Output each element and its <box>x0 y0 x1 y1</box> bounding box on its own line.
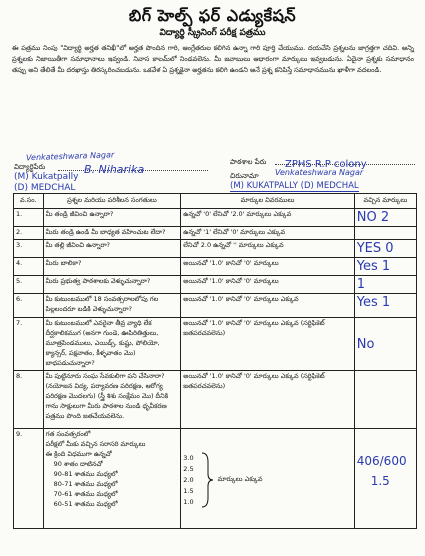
page-title: బిగ్ హెల్ప్ ఫర్ ఎడ్యుకేషన్ <box>128 6 297 25</box>
row-marks: అయినచో '1.0' కానిచో '0' మార్కులు ఎక్కువ (సర్టిఫికెట్ జతపరచవలెను) <box>181 318 354 371</box>
header-marks-obtained: వచ్చిన మార్కులు <box>354 194 416 209</box>
page-subtitle: విద్యార్థి స్క్రీనింగ్ పరీక్ష పత్రము <box>159 28 266 38</box>
table-row <box>14 294 417 318</box>
student-name-value: B. Niharika <box>84 163 145 176</box>
table-header-row <box>14 194 417 209</box>
header-serial: వ.సం. <box>14 194 44 209</box>
row-obtained[interactable] <box>354 429 416 529</box>
row-number: 1. <box>14 209 44 227</box>
header-questions: ప్రశ్నల మరియు పరిశీలన సంగతులు <box>43 194 181 209</box>
scale-value: 1.0 <box>183 497 194 506</box>
row-obtained[interactable] <box>354 371 416 429</box>
scale-value: 2.0 <box>183 475 194 484</box>
instructions-paragraph: ఈ పత్రము నింపు "విద్యార్థి అర్హత తనిఖీ"లో అర్హత పొందిన గారి, ఆంగ్లేతరుల కలిగిన ఉన్నా గారి పూర్తి చేయుము. దయచేసి ప్రశ్నలను జాగ్రత్తగా చదివి. అన్ని ప్రశ్నలకు నిజాయితీగా సమాధానాలు ఇవ్వండి. నివాస కాలమ్‌లో నిండవలెను. మీ జవాబులు ఆధారంగా మార్కులు ఇవ్వబడును. ఏదైనా ప్రశ్నకు సమాధానం తప్పు అని తేలితే మీ దరఖాస్తు తిరస్కరించబడును. ఒకవేళ ఏ ప్రశ్నకైనా అర్హతను కలిగి ఉండని అనే ప్రశ్న కనిపిస్తే సమాధానమును ఖాళీగా వదలండి. <box>12 44 414 75</box>
scale-value: 1.5 <box>183 486 194 495</box>
row-marks: అయినచో '1.0' కానిచో '0' మార్కులు <box>181 258 354 276</box>
brace-icon <box>200 452 214 508</box>
row-number: 5. <box>14 276 44 294</box>
row-number: 9. <box>14 429 44 529</box>
scale-value: 3.0 <box>183 453 194 462</box>
row-question <box>43 429 181 529</box>
row-question: మీ తండ్రి జీవించి ఉన్నారా? <box>43 209 181 227</box>
table-row <box>14 209 417 227</box>
q9-line: 90-81 శాతము మధ్యలో <box>53 470 118 478</box>
address-label: చిరునామా <box>230 172 259 180</box>
row-marks: ఉన్నచో '0' లేనిచో '2.0' మార్కులు ఎక్కువ <box>181 209 354 227</box>
row-obtained[interactable]: No <box>354 318 416 371</box>
row-obtained[interactable] <box>354 227 416 240</box>
scale-value: 2.5 <box>183 464 194 473</box>
address-right-line-2: (M) KUKATPALLY (D) MEDCHAL <box>230 181 359 191</box>
row-number: 4. <box>14 258 44 276</box>
row-obtained[interactable]: Yes 1 <box>354 294 416 318</box>
school-name-value: ZPHS R.P colony <box>285 159 367 170</box>
address-left-line-2: (M) Kukatpally <box>14 172 79 182</box>
table-row <box>14 318 417 371</box>
table-row <box>14 227 417 240</box>
table-row <box>14 276 417 294</box>
table-row <box>14 429 417 529</box>
school-name-label: పాఠశాల పేరు <box>230 158 267 166</box>
row-marks: అయినచో '1.0' కానిచో '0' మార్కులు <box>181 276 354 294</box>
q9-line: ఈ క్రింది విధముగా ఉన్నచో <box>45 450 112 458</box>
row-number: 8. <box>14 371 44 429</box>
row-marks: లేనిచో 2.0 ఉన్నచో '' మార్కులు ఎక్కువ <box>181 240 354 258</box>
q9-scale <box>183 453 193 508</box>
row-question: మీ కుటుంబములో ఎవరైనా తీవ్ర వ్యాధి లేక దీర్ఘకాలికముగ (అనగా గుండె, ఊపిరితిత్తులు, మూత్రపిండములు, ఎయిడ్స్, కుష్టు, పోలియో, క్యాన్సర్, పక్షవాతం, కీళ్ళవాతం మొ) బాధపడుచున్నారా? <box>43 318 181 371</box>
row-question: మీ తల్లి జీవించి ఉన్నారా? <box>43 240 181 258</box>
q9-obtained-mark: 1.5 <box>370 474 390 488</box>
row-obtained[interactable]: NO 2 <box>354 209 416 227</box>
screening-table <box>13 193 417 529</box>
row-obtained[interactable]: Yes 1 <box>354 258 416 276</box>
table-row <box>14 240 417 258</box>
row-marks: ఉన్నచో '1' లేనిచో '0' మార్కులు ఎక్కువ <box>181 227 354 240</box>
q9-line: గత సంవత్సరంలో <box>45 430 91 438</box>
row-obtained[interactable]: YES 0 <box>354 240 416 258</box>
school-name-field[interactable] <box>275 152 415 170</box>
row-question: మీరు ప్రభుత్వ పాఠశాలకు వెళ్ళుచున్నారా? <box>43 276 181 294</box>
row-question: మీ కుటుంబములో 18 సంవత్సరాలలోపు గల పిల్లలందరూ బడికి వెళ్ళుచున్నారా? <box>43 294 181 318</box>
q9-marks-label: మార్కులు ఎక్కువ <box>217 475 263 483</box>
address-left-line-3: (D) MEDCHAL <box>14 183 76 193</box>
q9-line: 90 శాతం దాటినచో <box>53 460 103 468</box>
q9-line: 80-71 శాతము మధ్యలో <box>53 480 118 488</box>
row-marks: అయినచో '1.0' కానిచో '0' మార్కులు ఎక్కువ (సర్టిఫికెట్ జతపరచవలెను) <box>181 371 354 429</box>
row-question: మీ పుట్టినూరు సంఘ సేవకులిగా పని చేసినారా? (నయోజన విద్య, పర్యావరణ పరిరక్షణ, ఆరోగ్య పరిరక్షణ మొదలగు) (స్త్రీ శిశు సంక్షేమం మొ) దీనికి గాను సాక్షులుగా మీరు పాఠశాల నుండి ధృవీకరణ పత్రము పొంది జతచేయవలెను. <box>43 371 181 429</box>
table-row <box>14 258 417 276</box>
student-name-label: విద్యార్థిపేరు <box>14 163 46 171</box>
q9-line: 60-51 శాతము మధ్యలో <box>53 500 118 508</box>
row-obtained[interactable]: 1 <box>354 276 416 294</box>
row-number: 2. <box>14 227 44 240</box>
row-question: మీరు బాలికా? <box>43 258 181 276</box>
row-marks: అయినచో '1.0' కానిచో '0' మార్కులు ఎక్కువ <box>181 294 354 318</box>
q9-obtained-ratio: 406/600 <box>356 454 407 468</box>
address-right-line-1: Venkateshwara Nagar <box>275 168 364 177</box>
header-marks-details: మార్కుల వివరములు <box>181 194 354 209</box>
row-number: 3. <box>14 240 44 258</box>
q9-line: పరీక్షలో మీకు వచ్చిన సరాసరి మార్కులు <box>45 440 146 448</box>
row-number: 6. <box>14 294 44 318</box>
table-row <box>14 371 417 429</box>
row-question: మీరు తండ్రి ఉండి మీ బాధ్యత వహించుట లేదా? <box>43 227 181 240</box>
row-number: 7. <box>14 318 44 371</box>
row-marks <box>181 429 354 529</box>
address-left-line-1: Venkateshwara Nagar <box>25 150 115 163</box>
q9-line: 70-61 శాతము మధ్యలో <box>53 490 118 498</box>
